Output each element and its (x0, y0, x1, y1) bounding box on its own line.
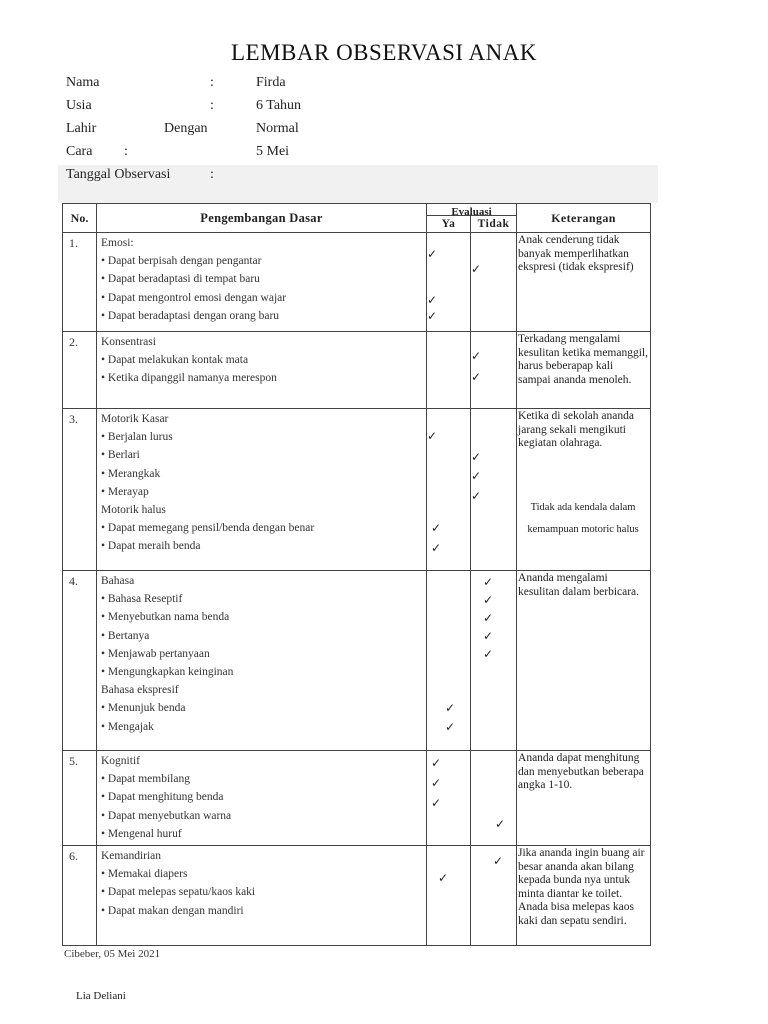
tidak-cell (471, 751, 517, 846)
checkmark-icon: ✓ (427, 247, 438, 261)
keterangan-cell: Ananda dapat menghitung dan menyebutkan beberapa angka 1-10. (517, 751, 651, 846)
ya-cell (427, 571, 471, 751)
usia-colon: : (210, 98, 214, 113)
item-text: • Merayap (101, 485, 149, 498)
item-text: • Bertanya (101, 629, 150, 642)
observation-table (62, 203, 651, 946)
keterangan-cell: Anak cenderung tidak banyak memperlihatkan ekspresi (tidak ekspresif) (517, 233, 651, 332)
checkmark-icon: ✓ (427, 293, 438, 307)
checkmark-icon: ✓ (431, 796, 442, 810)
item-text: Motorik Kasar (101, 413, 169, 425)
nama-colon: : (210, 75, 214, 90)
checkmark-icon: ✓ (431, 756, 442, 770)
item-text: • Dapat makan dengan mandiri (101, 904, 244, 917)
item-text: • Bahasa Reseptif (101, 593, 183, 606)
tidak-cell (471, 332, 517, 409)
row-number: 5. (63, 751, 97, 846)
item-text: Konsentrasi (101, 336, 156, 348)
info-row-usia (66, 98, 626, 118)
item-text: • Dapat menyebutkan warna (101, 809, 232, 822)
row-number: 6. (63, 846, 97, 946)
row-items (97, 846, 427, 946)
keterangan-cell: Jika ananda ingin buang air besar ananda akan bilang kepada bunda nya untuk minta diantar ke toilet. Anada bisa melepas kaos kaki dan sepatu sendiri. (517, 846, 651, 946)
item-text: • Menjawab pertanyaan (101, 647, 210, 660)
checkmark-icon: ✓ (483, 593, 494, 607)
checkmark-icon: ✓ (483, 575, 494, 589)
row-items (97, 409, 427, 571)
item-text: Bahasa (101, 575, 135, 587)
item-text: • Dapat mengontrol emosi dengan wajar (101, 291, 287, 304)
tidak-cell (471, 409, 517, 571)
keterangan-cell: Terkadang mengalami kesulitan ketika memanggil, harus beberapap kali sampai ananda menoleh. (517, 332, 651, 409)
table-row (63, 332, 651, 409)
header-tidak: Tidak (471, 216, 517, 233)
item-text: • Merangkak (101, 467, 161, 480)
table-row (63, 846, 651, 946)
nama-label: Nama (66, 75, 100, 90)
checkmark-icon: ✓ (427, 309, 438, 323)
info-row-cara (66, 144, 626, 164)
item-text: • Dapat beradaptasi dengan orang baru (101, 309, 280, 322)
item-text: • Memakai diapers (101, 868, 188, 881)
lahir-value: Normal (256, 121, 299, 136)
info-row-tanggal (66, 167, 626, 187)
checkmark-icon: ✓ (483, 629, 494, 643)
header-keterangan: Keterangan (517, 204, 651, 233)
tanggal-colon: : (210, 167, 214, 182)
ya-cell (427, 233, 471, 332)
tanggal-label: Tanggal Observasi (66, 167, 171, 182)
usia-value: 6 Tahun (256, 98, 302, 113)
checkmark-icon: ✓ (471, 450, 482, 464)
checkmark-icon: ✓ (427, 429, 438, 443)
tidak-cell (471, 846, 517, 946)
table-row (63, 571, 651, 751)
item-text: • Berlari (101, 449, 140, 462)
item-text: • Menunjuk benda (101, 702, 186, 715)
item-text: Motorik halus (101, 503, 166, 516)
keterangan-note: Tidak ada kendala dalam kemampuan motoric halus (527, 501, 639, 535)
page-title: LEMBAR OBSERVASI ANAK (230, 40, 537, 65)
dengan-label: Dengan (164, 121, 208, 136)
checkmark-icon: ✓ (471, 262, 482, 276)
ya-cell (427, 751, 471, 846)
item-text: • Ketika dipanggil namanya merespon (101, 372, 277, 385)
item-text: • Mengenal huruf (101, 827, 182, 840)
header-ya: Ya (427, 216, 471, 233)
usia-label: Usia (66, 98, 92, 113)
ya-cell (427, 409, 471, 571)
checkmark-icon: ✓ (431, 541, 442, 555)
info-row-nama (66, 75, 626, 95)
item-text: • Dapat meraih benda (101, 540, 201, 553)
cara-colon: : (124, 144, 128, 159)
table-row (63, 233, 651, 332)
signer-name: Lia Deliani (76, 990, 126, 1002)
row-number: 4. (63, 571, 97, 751)
cara-value: 5 Mei (256, 144, 290, 159)
checkmark-icon: ✓ (483, 647, 494, 661)
item-text: • Berjalan lurus (101, 431, 173, 444)
keterangan-cell: Ananda mengalami kesulitan dalam berbicara. (517, 571, 651, 751)
tidak-cell (471, 571, 517, 751)
item-text: • Dapat berpisah dengan pengantar (101, 255, 262, 268)
item-text: Emosi: (101, 237, 134, 249)
item-text: Kemandirian (101, 850, 162, 862)
checkmark-icon: ✓ (438, 871, 449, 885)
row-number: 3. (63, 409, 97, 571)
cara-label: Cara (66, 144, 93, 159)
table-row (63, 409, 651, 571)
row-number: 1. (63, 233, 97, 332)
nama-value: Firda (256, 75, 286, 90)
place-date: Cibeber, 05 Mei 2021 (64, 948, 161, 960)
header-pengembangan: Pengembangan Dasar (97, 204, 427, 233)
row-items (97, 332, 427, 409)
checkmark-icon: ✓ (471, 469, 482, 483)
checkmark-icon: ✓ (471, 489, 482, 503)
row-items (97, 751, 427, 846)
item-text: • Mengungkapkan keinginan (101, 665, 234, 678)
checkmark-icon: ✓ (431, 776, 442, 790)
row-number: 2. (63, 332, 97, 409)
table-row (63, 751, 651, 846)
ya-cell (427, 332, 471, 409)
keterangan-cell (517, 409, 651, 571)
item-text: • Dapat melepas sepatu/kaos kaki (101, 886, 256, 899)
lahir-label: Lahir (66, 121, 97, 136)
item-text: • Dapat beradaptasi di tempat baru (101, 273, 260, 286)
item-text: • Dapat melakukan kontak mata (101, 354, 249, 367)
checkmark-icon: ✓ (495, 817, 506, 831)
tidak-cell (471, 233, 517, 332)
item-text: Kognitif (101, 755, 140, 767)
info-row-lahir (66, 121, 626, 141)
item-text: • Dapat memegang pensil/benda dengan benar (101, 522, 315, 535)
keterangan-text: Ketika di sekolah ananda jarang sekali mengikuti kegiatan olahraga. (518, 410, 634, 449)
checkmark-icon: ✓ (445, 720, 456, 734)
item-text: Bahasa ekspresif (101, 684, 179, 697)
item-text: • Menyebutkan nama benda (101, 611, 230, 624)
checkmark-icon: ✓ (483, 611, 494, 625)
checkmark-icon: ✓ (471, 349, 482, 363)
item-text: • Dapat membilang (101, 773, 190, 786)
checkmark-icon: ✓ (431, 521, 442, 535)
checkmark-icon: ✓ (493, 854, 504, 868)
checkmark-icon: ✓ (445, 701, 456, 715)
item-text: • Mengajak (101, 720, 154, 733)
checkmark-icon: ✓ (471, 370, 482, 384)
row-items (97, 233, 427, 332)
row-items (97, 571, 427, 751)
header-evaluasi: Evaluasi (427, 204, 517, 216)
header-no: No. (63, 204, 97, 233)
ya-cell (427, 846, 471, 946)
item-text: • Dapat menghitung benda (101, 791, 224, 804)
